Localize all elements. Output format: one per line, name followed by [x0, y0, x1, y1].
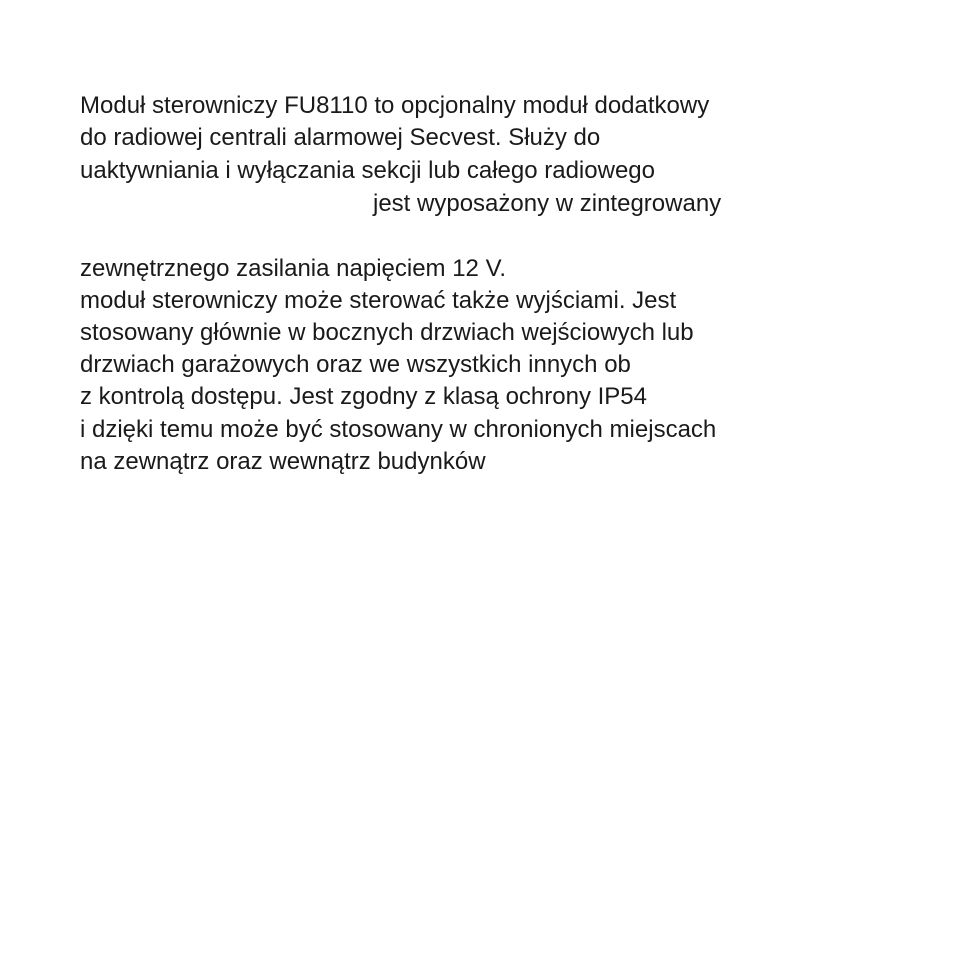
text-line-5: zewnętrznego zasilania napięciem 12 V. — [80, 255, 507, 282]
text-line-7: stosowany głównie w bocznych drzwiach wejściowych lub — [80, 319, 694, 346]
text-line-10: i dzięki temu może być stosowany w chronionych miejscach — [80, 416, 717, 443]
text-line-3: uaktywniania i wyłączania sekcji lub całego radiowego — [80, 157, 655, 184]
text-line-2: do radiowej centrali alarmowej Secvest. Służy do — [80, 124, 601, 151]
text-line-6: moduł sterowniczy może sterować także wyjściami. Jest — [80, 287, 677, 314]
text-line-8: drzwiach garażowych oraz we wszystkich innych ob — [80, 351, 631, 378]
text-line-9: z kontrolą dostępu. Jest zgodny z klasą ochrony IP54 — [80, 383, 647, 410]
text-line-4: jest wyposażony w zintegrowany — [373, 190, 722, 217]
text-line-11: na zewnątrz oraz wewnątrz budynków — [80, 448, 486, 475]
text-line-1: Moduł sterowniczy FU8110 to opcjonalny moduł dodatkowy — [80, 92, 710, 119]
